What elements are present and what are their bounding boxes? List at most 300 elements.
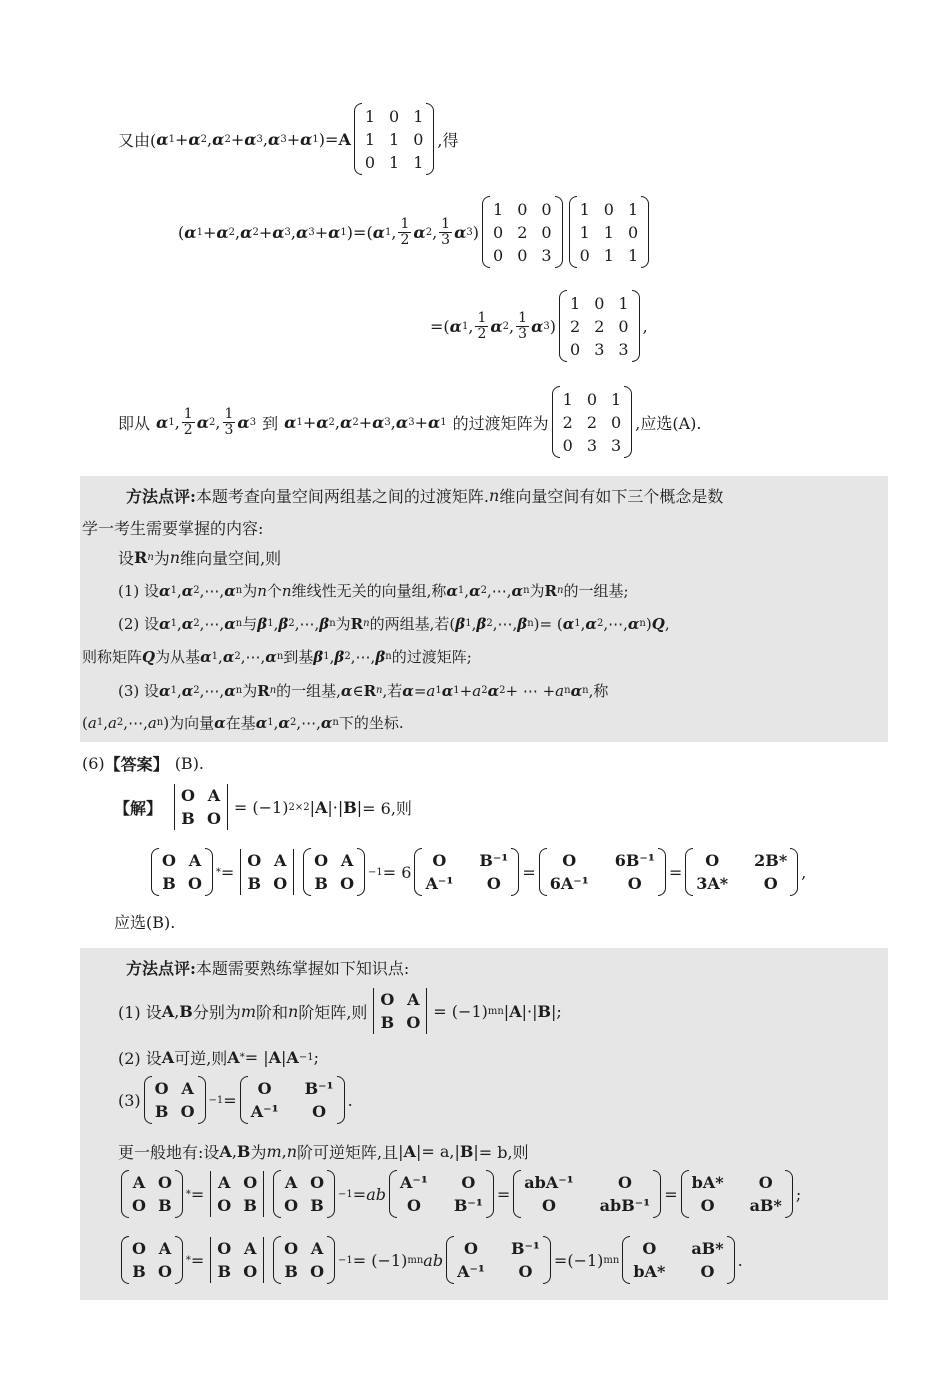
text: (1) 设: [118, 582, 160, 600]
block-cell: O: [284, 1196, 299, 1215]
block-cell: O: [162, 851, 176, 870]
matrix-paren: [121, 1170, 129, 1218]
block-cell: O: [243, 1262, 258, 1281]
block-cell: O: [273, 874, 288, 893]
vector-symbol: β: [334, 647, 345, 666]
matrix: [482, 196, 563, 268]
matrix-paren: [653, 1170, 661, 1218]
vector-symbol: α: [184, 222, 197, 242]
box1-line-7: (3) 设 α 1 , α 2 ,⋯, α n 为 R n 的一组基, α ∈ R n ,若 α = a 1 α 1 + a 2 α 2 + ⋯ + a n α n ,称: [118, 681, 609, 700]
matrix-cell: 3: [541, 245, 552, 265]
block-cell: O: [380, 990, 395, 1009]
matrix-paren: [426, 103, 434, 175]
matrix-paren: [641, 196, 649, 268]
text: 到: [262, 413, 279, 433]
block-cell: A: [407, 990, 420, 1009]
block-cell: O: [310, 1173, 325, 1192]
matrix-cell: 2: [594, 316, 605, 336]
block-cell: aB*: [749, 1196, 782, 1215]
matrix-paren: [727, 1236, 735, 1284]
box1-line-5: (2) 设 α 1 , α 2 ,⋯, α n 与 β 1 , β 2 ,⋯, β n 为 R n 的两组基,若( β 1 , β 2 ,⋯, β n )= ( α 1 , α 2 ,⋯, α n ) Q ,: [118, 614, 670, 633]
matrix-paren: [552, 386, 560, 458]
text: 为: [242, 582, 258, 600]
vector-symbol: α: [441, 681, 454, 700]
fraction: $\frac{1}{2}$: [477, 309, 487, 342]
text: 本题需要熟练掌握如下知识点:: [195, 959, 410, 978]
solution-tag: 【解】: [114, 798, 163, 818]
vector-symbol: β: [313, 647, 324, 666]
matrix-cell: 1: [413, 106, 424, 126]
block-cell: B: [284, 1262, 298, 1281]
vector-symbol: α: [300, 129, 313, 149]
block-matrix: [513, 1170, 661, 1218]
vector-symbol: α: [320, 713, 333, 732]
text: 为向量: [169, 714, 215, 732]
text: 个: [266, 582, 282, 600]
matrix-cell: 0: [389, 106, 400, 126]
vector-symbol: α: [216, 222, 229, 242]
matrix-cell: 0: [517, 245, 528, 265]
matrix-cell: 0: [413, 129, 424, 149]
block-cell: O: [700, 1196, 715, 1215]
text: 可逆,则: [174, 1049, 228, 1068]
matrix-cell: 2: [517, 222, 528, 242]
vector-symbol: α: [511, 581, 524, 600]
block-matrix: [121, 1170, 183, 1218]
text: 应选(B).: [114, 913, 176, 932]
text: 下的坐标.: [338, 714, 404, 732]
vector-symbol: α: [487, 681, 500, 700]
block-matrix: [681, 1170, 793, 1218]
fraction: $\frac{1}{3}$: [441, 215, 451, 248]
matrix-cell: 0: [618, 316, 629, 336]
fraction: $\frac{1}{2}$: [183, 405, 193, 438]
text: 维线性无关的向量组,称: [291, 582, 447, 600]
matrix-cell: 3: [618, 339, 629, 359]
text: ,得: [437, 130, 459, 150]
matrix-cell: 1: [579, 199, 590, 219]
block-matrix: [151, 848, 213, 896]
block-cell: B: [247, 874, 262, 893]
block-cell: O: [642, 1239, 657, 1258]
text: =: [430, 316, 444, 336]
matrix-paren: [622, 1236, 630, 1284]
matrix-paren: [175, 1236, 183, 1284]
block-matrix: [303, 848, 365, 896]
vector-symbol: α: [196, 412, 210, 432]
vector-symbol: β: [455, 614, 466, 633]
vector-symbol: α: [212, 129, 225, 149]
block-cell: O: [461, 1173, 476, 1192]
matrix-cell: 0: [586, 389, 598, 409]
block-matrix: [121, 1236, 183, 1284]
vector-symbol: α: [469, 581, 481, 600]
block-cell: A: [188, 851, 202, 870]
matrix-paren: [446, 1236, 454, 1284]
block-cell: 2B*: [754, 851, 788, 870]
matrix-paren: [790, 848, 798, 896]
determinant-bar: [240, 849, 241, 895]
text: ,应选(A).: [635, 413, 702, 433]
text: 的一组基;: [563, 582, 629, 600]
determinant-bar: [293, 849, 294, 895]
block-cell: O: [312, 1102, 327, 1121]
block-cell: A: [207, 786, 221, 805]
text: 到基: [283, 648, 314, 666]
matrix-cell: 2: [586, 412, 598, 432]
text: = 6,则: [362, 798, 412, 818]
text: 阶和: [256, 1002, 289, 1022]
matrix-cell: 1: [364, 129, 376, 149]
block-cell: O: [340, 874, 355, 893]
text: (1) 设: [118, 1002, 162, 1022]
text: +: [459, 681, 473, 700]
vector-symbol: α: [181, 581, 194, 600]
matrix-paren: [681, 1170, 689, 1218]
block-cell: bA*: [691, 1173, 724, 1192]
block-cell: bA*: [633, 1262, 666, 1281]
vector-symbol: α: [340, 412, 353, 432]
block-cell: aB*: [691, 1239, 724, 1258]
matrix-cell: 1: [627, 199, 639, 219]
vector-symbol: α: [159, 681, 171, 700]
matrix-cell: 0: [579, 245, 590, 265]
vector-symbol: α: [268, 129, 281, 149]
block-cell: B: [154, 1102, 169, 1121]
fraction: $\frac{1}{3}$: [518, 309, 528, 342]
vector-symbol: α: [413, 222, 426, 242]
text: (3) 设: [118, 682, 160, 700]
box2-line-6: A O O B * = A O O B A O O B −1 = ab A⁻¹ O O B⁻¹ = abA⁻¹ O O abB⁻¹ = bA* O O aB* ;: [118, 1170, 801, 1218]
block-cell: O: [243, 1173, 258, 1192]
matrix-cell: 1: [364, 106, 376, 126]
block-cell: O: [206, 809, 221, 828]
determinant-bar: [174, 784, 175, 830]
block-determinant: [237, 849, 297, 895]
vector-symbol: α: [627, 614, 640, 633]
vector-symbol: β: [375, 647, 386, 666]
box1-line-4: (1) 设 α 1 , α 2 ,⋯, α n 为 n 个 n 维线性无关的向量组,称 α 1 , α 2 ,⋯, α n 为 R n 的一组基;: [118, 581, 629, 600]
block-cell: B: [314, 874, 328, 893]
block-matrix: [389, 1170, 494, 1218]
vector-symbol: α: [240, 222, 253, 242]
block-determinant: [370, 988, 430, 1034]
matrix-cell: 1: [413, 152, 424, 172]
matrix-paren: [559, 290, 567, 362]
text: 更一般地有:设: [118, 1143, 220, 1162]
text: 维向量空间,则: [180, 549, 282, 568]
matrix: [569, 196, 650, 268]
block-cell: O: [406, 1196, 421, 1215]
box2-line-2: (1) 设 A , B 分别为 m 阶和 n 阶矩阵,则 O A B O = (−1) mn | A |·| B |;: [118, 990, 562, 1032]
matrix-paren: [785, 1170, 793, 1218]
determinant-bar: [210, 1237, 211, 1283]
answer-line: [82, 752, 204, 775]
determinant-bar: [210, 1171, 211, 1217]
solution-line-1: 【解】 O A B O = (−1) 2×2 | A |·| B | = 6,则: [114, 786, 412, 828]
block-cell: O: [257, 1079, 272, 1098]
box2-line-5: 更一般地有:设 A , B 为 m , n 阶可逆矩阵,且 | A | = a, | B | = b,则: [118, 1142, 529, 1162]
block-cell: O: [310, 1262, 325, 1281]
text: ,称: [588, 682, 609, 700]
matrix-cell: 3: [611, 435, 622, 455]
block-matrix: [144, 1076, 206, 1124]
box1-line-3: 设 R n 为 n 维向量空间,则: [118, 548, 282, 568]
vector-symbol: α: [284, 412, 297, 432]
matrix: [354, 103, 435, 175]
determinant-bar: [426, 988, 427, 1034]
vector-symbol: α: [328, 222, 341, 242]
text: ): [645, 614, 652, 633]
matrix-cell: 1: [627, 245, 639, 265]
matrix-cell: 1: [579, 222, 590, 242]
text: 设: [118, 549, 135, 568]
text: 阶可逆矩阵,且: [297, 1143, 399, 1162]
choose-line: [114, 910, 175, 933]
text: 在基: [225, 714, 256, 732]
block-cell: O: [518, 1262, 533, 1281]
matrix-paren: [198, 1076, 206, 1124]
text: = b,则: [478, 1143, 529, 1162]
vector-symbol: α: [200, 647, 212, 666]
text: )=: [318, 129, 339, 149]
block-cell: B⁻¹: [479, 851, 509, 870]
matrix-paren: [273, 1236, 281, 1284]
matrix-paren: [354, 103, 362, 175]
block-cell: B: [158, 1196, 172, 1215]
block-cell: A: [340, 851, 354, 870]
vector-symbol: α: [372, 412, 385, 432]
block-matrix: [273, 1236, 335, 1284]
matrix-cell: 1: [562, 389, 573, 409]
block-cell: B: [310, 1196, 324, 1215]
box-title: 方法点评:: [126, 959, 196, 978]
vector-symbol: α: [316, 412, 329, 432]
block-cell: A⁻¹: [425, 874, 454, 893]
matrix-cell: 0: [611, 412, 622, 432]
matrix-cell: 0: [603, 199, 614, 219]
vector-symbol: α: [181, 614, 194, 633]
matrix-paren: [389, 1170, 397, 1218]
block-matrix: [622, 1236, 734, 1284]
text: 又由(: [118, 130, 157, 150]
block-cell: A⁻¹: [457, 1262, 485, 1281]
box1-line-8: ( a 1 , a 2 ,⋯, a n ) 为向量 α 在基 α 1 , α 2 ,⋯, α n 下的坐标.: [82, 713, 404, 732]
matrix-cell: 0: [541, 199, 552, 219]
text: (6): [82, 754, 105, 773]
fraction: $\frac{1}{3}$: [224, 405, 234, 438]
text: 为: [242, 682, 258, 700]
text: 的一组基,: [276, 682, 341, 700]
block-cell: B⁻¹: [510, 1239, 540, 1258]
block-cell: O: [217, 1196, 232, 1215]
block-matrix: [414, 848, 519, 896]
text: = (−1): [352, 1250, 408, 1270]
block-cell: O: [314, 851, 329, 870]
block-matrix: [240, 1076, 345, 1124]
text: = (−1): [433, 1001, 488, 1021]
vector-symbol: α: [296, 222, 309, 242]
text: + ⋯ +: [505, 681, 556, 700]
text: (3): [118, 1090, 141, 1110]
matrix-paren: [151, 848, 159, 896]
block-cell: O: [758, 1173, 773, 1192]
vector-symbol: α: [278, 713, 290, 732]
matrix-cell: 1: [611, 389, 622, 409]
block-cell: O: [154, 1079, 169, 1098]
block-cell: B: [380, 1013, 395, 1032]
block-cell: O: [157, 1262, 172, 1281]
matrix-paren: [569, 196, 577, 268]
matrix-paren: [144, 1076, 152, 1124]
text: 的两组基,若(: [369, 615, 456, 633]
text: ∈: [352, 681, 364, 700]
block-cell: A: [284, 1173, 298, 1192]
matrix-cell: 0: [627, 222, 639, 242]
text: = a,: [421, 1142, 455, 1161]
solution-line-2: O A B O * = O A B O O A B O −1 = 6 O B⁻¹ A⁻¹ O = O 6B⁻¹ 6A⁻¹ O = O 2B* 3A* O ,: [148, 848, 806, 896]
vector-symbol: α: [255, 713, 268, 732]
block-cell: A⁻¹: [399, 1173, 428, 1192]
box1-line-2: [82, 516, 263, 539]
matrix-cell: 0: [570, 339, 581, 359]
block-cell: A⁻¹: [250, 1102, 279, 1121]
text: 的过渡矩阵;: [391, 648, 472, 666]
vector-symbol: α: [272, 222, 285, 242]
determinant-bar: [263, 1237, 264, 1283]
vector-symbol: β: [257, 614, 268, 633]
block-cell: O: [464, 1239, 478, 1258]
box2-line-1: [126, 956, 409, 979]
vector-symbol: α: [562, 614, 575, 633]
block-cell: O: [132, 1239, 146, 1258]
matrix-cell: 0: [517, 199, 528, 219]
vector-symbol: β: [517, 614, 528, 633]
matrix-cell: 1: [493, 199, 504, 219]
block-cell: A: [158, 1239, 172, 1258]
text: (B).: [174, 754, 205, 773]
matrix-paren: [357, 848, 365, 896]
matrix-paren: [175, 1170, 183, 1218]
vector-symbol: α: [449, 316, 462, 336]
block-cell: B⁻¹: [453, 1196, 483, 1215]
block-cell: B: [132, 1262, 146, 1281]
determinant-bar: [263, 1171, 264, 1217]
block-cell: abB⁻¹: [599, 1196, 651, 1215]
vector-symbol: α: [395, 412, 409, 432]
text: )= (: [533, 614, 563, 633]
text: (2) 设: [118, 1049, 162, 1068]
block-cell: O: [157, 1173, 172, 1192]
block-cell: A: [132, 1173, 146, 1192]
vector-symbol: α: [244, 129, 257, 149]
block-cell: 6B⁻¹: [614, 851, 655, 870]
matrix-cell: 2: [562, 412, 573, 432]
text: 分别为: [192, 1002, 241, 1022]
box1-line-6: 则称矩阵 Q 为从基 α 1 , α 2 ,⋯, α n 到基 β 1 , β 2 ,⋯, β n 的过渡矩阵;: [82, 647, 472, 666]
vector-symbol: α: [265, 647, 277, 666]
matrix-cell: 1: [389, 129, 400, 149]
block-cell: O: [705, 851, 720, 870]
block-cell: A: [273, 851, 287, 870]
text: = (−1): [233, 797, 289, 817]
matrix-paren: [240, 1076, 248, 1124]
vector-symbol: α: [159, 581, 171, 600]
text: )=: [346, 222, 367, 242]
matrix-paren: [337, 1076, 345, 1124]
vector-symbol: α: [490, 316, 503, 336]
block-cell: B: [162, 874, 176, 893]
text: 与: [242, 615, 258, 633]
block-cell: abA⁻¹: [524, 1173, 574, 1192]
vector-symbol: α: [585, 614, 597, 633]
text: 为: [250, 1143, 267, 1162]
vector-symbol: α: [372, 222, 385, 242]
block-cell: O: [217, 1239, 232, 1258]
matrix-paren: [511, 848, 519, 896]
box2-line-3: (2) 设 A 可逆,则 A * = | A | A −1 ;: [118, 1048, 319, 1068]
matrix: [559, 290, 640, 362]
block-determinant: [171, 784, 231, 830]
block-cell: A: [310, 1239, 324, 1258]
matrix-paren: [632, 290, 640, 362]
answer-tag: 【答案】: [104, 755, 169, 774]
vector-symbol: α: [570, 681, 583, 700]
block-cell: O: [247, 851, 262, 870]
block-matrix: [446, 1236, 551, 1284]
matrix-cell: 1: [570, 293, 581, 313]
vector-symbol: α: [454, 222, 467, 242]
matrix-paren: [555, 196, 563, 268]
vector-symbol: α: [156, 412, 169, 432]
vector-symbol: α: [188, 129, 201, 149]
vector-symbol: β: [278, 614, 289, 633]
block-cell: O: [763, 874, 778, 893]
block-cell: B: [243, 1196, 257, 1215]
block-cell: O: [406, 1013, 421, 1032]
matrix-paren: [121, 1236, 129, 1284]
text: 为: [529, 582, 545, 600]
text: (2) 设: [118, 615, 160, 633]
matrix-cell: 3: [586, 435, 598, 455]
text: 维向量空间有如下三个概念是数: [499, 487, 724, 506]
block-cell: O: [627, 874, 642, 893]
block-matrix: [685, 848, 798, 896]
text: 为: [153, 549, 170, 568]
matrix-paren: [327, 1236, 335, 1284]
vector-symbol: β: [476, 614, 487, 633]
matrix-paren: [205, 848, 213, 896]
matrix-cell: 0: [364, 152, 376, 172]
box1-line-1: 方法点评: 本题考查向量空间两组基之间的过渡矩阵. n 维向量空间有如下三个概念是数: [126, 486, 724, 506]
block-cell: O: [187, 874, 202, 893]
block-cell: O: [132, 1196, 146, 1215]
matrix-cell: 0: [493, 222, 504, 242]
matrix-paren: [273, 1170, 281, 1218]
matrix: [552, 386, 633, 458]
block-cell: B: [217, 1262, 232, 1281]
matrix-paren: [624, 386, 632, 458]
matrix-cell: 0: [541, 222, 552, 242]
vector-symbol: α: [222, 647, 235, 666]
block-determinant: [207, 1237, 267, 1283]
matrix-paren: [303, 848, 311, 896]
equation-line-2: ( α 1 + α 2 , α 2 + α 3 , α 3 + α 1 )= ( α 1 , $\frac{1}{2}$ α 2 , $\frac{1}{3}$ α 3 ) 1 0 0 0 2 0 0 0 3 1 0 1 1 1 0 0 1 1: [178, 196, 652, 268]
matrix-paren: [658, 848, 666, 896]
matrix-paren: [513, 1170, 521, 1218]
determinant-bar: [227, 784, 228, 830]
equation-line-4: 即从 α 1 , $\frac{1}{2}$ α 2 , $\frac{1}{3}$ α 3 到 α 1 + α 2 , α 2 + α 3 , α 3 + α 1 的过渡矩阵为 1 0 1 2 2 0 0 3 3 ,应选(A).: [118, 386, 701, 458]
